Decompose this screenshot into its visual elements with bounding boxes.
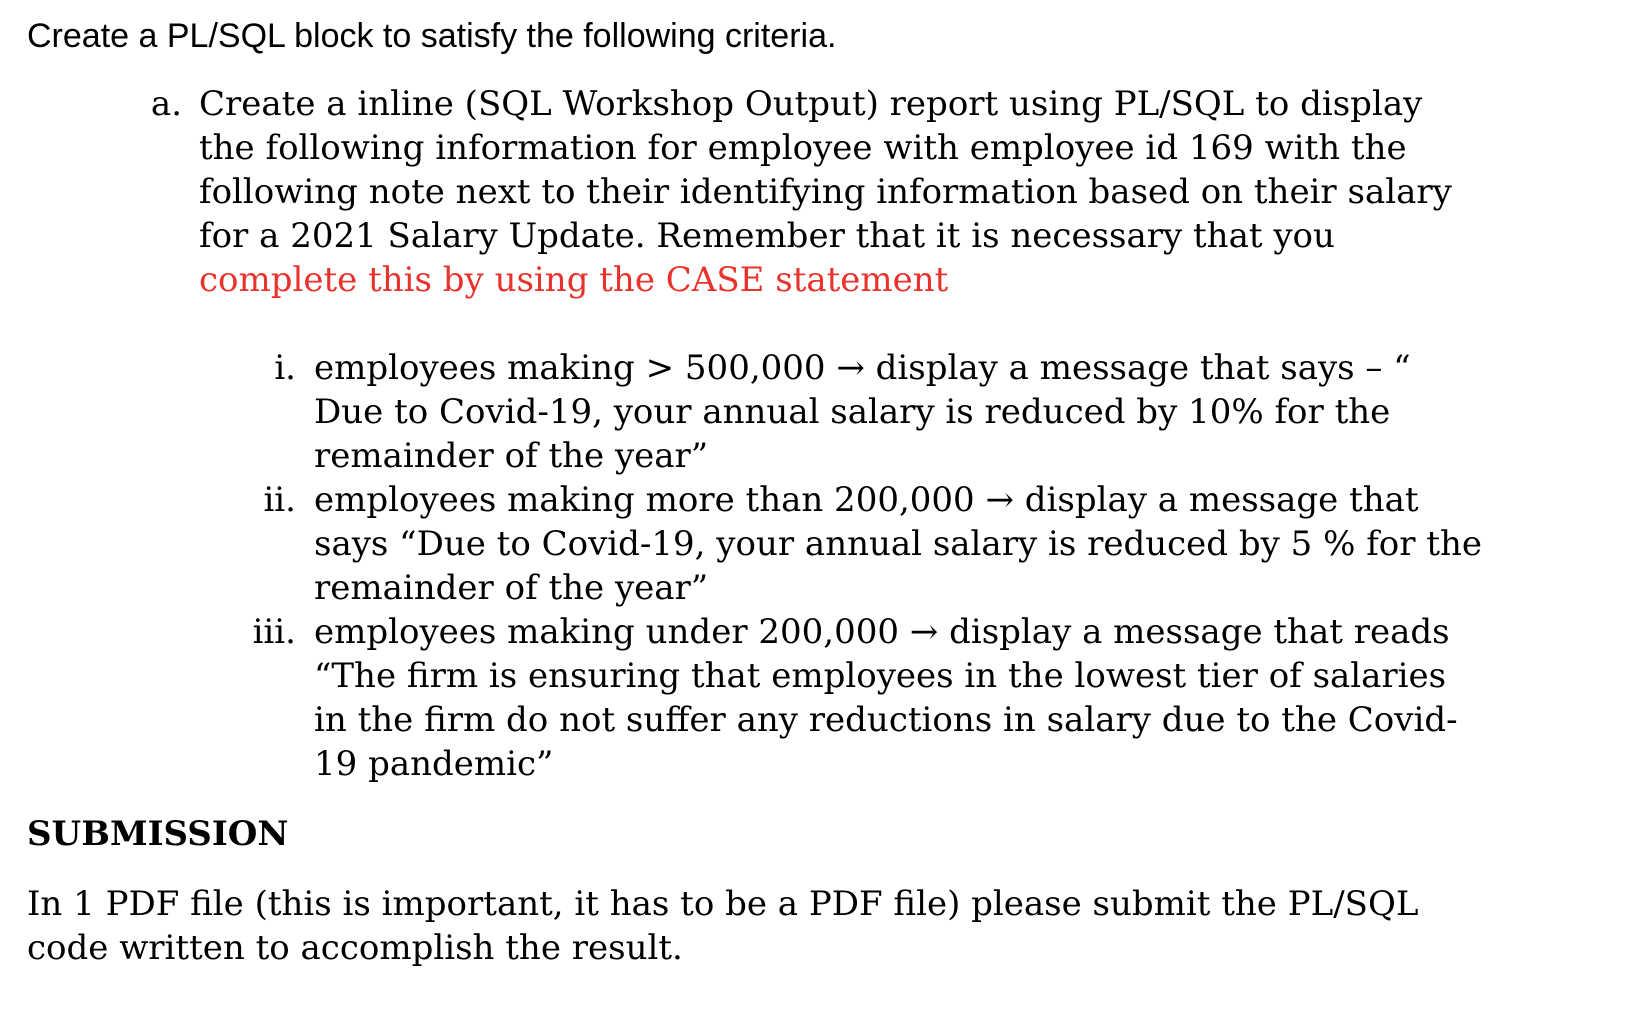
sub-item-ii-line-2: says “Due to Covid-19, your annual salary is reduced by 5 % for the — [314, 524, 1483, 564]
sub-item-ii-line-1: employees making more than 200,000 → display a message that — [314, 480, 1419, 520]
submission-heading: SUBMISSION — [27, 814, 289, 854]
sub-item-iii-marker: iii. — [252, 612, 296, 652]
item-a-line-1: Create a inline (SQL Workshop Output) report using PL/SQL to display — [199, 84, 1423, 124]
sub-item-iii-line-1: employees making under 200,000 → display a message that reads — [314, 612, 1450, 652]
sub-item-iii-line-3: in the firm do not suffer any reductions in salary due to the Covid- — [314, 700, 1458, 740]
item-a-highlight: complete this by using the CASE statement — [199, 260, 949, 300]
submission-line-1: In 1 PDF file (this is important, it has to be a PDF file) please submit the PL/SQL — [27, 884, 1419, 924]
item-a-line-3: following note next to their identifying information based on their salary — [199, 172, 1452, 212]
item-a-marker: a. — [150, 84, 182, 124]
sub-item-i-marker: i. — [274, 348, 296, 388]
sub-item-i-line-3: remainder of the year” — [314, 436, 709, 476]
submission-line-2: code written to accomplish the result. — [27, 928, 683, 968]
item-a-line-4: for a 2021 Salary Update. Remember that it is necessary that you — [199, 216, 1335, 256]
sub-item-ii-marker: ii. — [263, 480, 296, 520]
sub-item-iii-line-4: 19 pandemic” — [314, 744, 554, 784]
intro-text: Create a PL/SQL block to satisfy the following criteria. — [27, 17, 837, 55]
sub-item-i-line-1: employees making > 500,000 → display a message that says – “ — [314, 348, 1411, 388]
sub-item-ii-line-3: remainder of the year” — [314, 568, 709, 608]
sub-item-i-line-2: Due to Covid-19, your annual salary is reduced by 10% for the — [314, 392, 1391, 432]
sub-item-iii-line-2: “The firm is ensuring that employees in the lowest tier of salaries — [314, 656, 1447, 696]
item-a-line-2: the following information for employee with employee id 169 with the — [199, 128, 1407, 168]
